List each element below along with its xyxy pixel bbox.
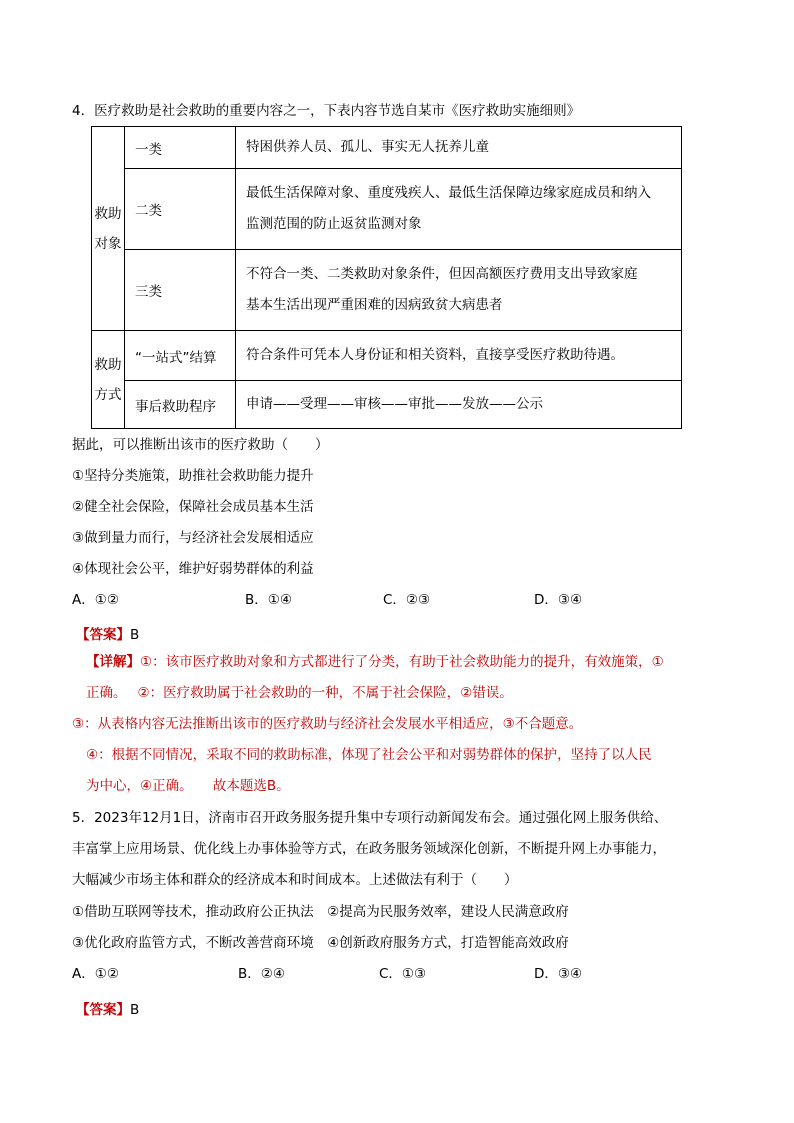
detail-line: 【详解】①：该市医疗救助对象和方式都进行了分类，有助于社会救助能力的提升，有效施策，① xyxy=(86,654,664,670)
option-row: ①借助互联网等技术，推动政府公正执法 ②提高为民服务效率，建设人民满意政府 xyxy=(72,904,569,920)
choice-d: D．③④ xyxy=(534,592,583,608)
choice-a: A．①② xyxy=(72,966,119,982)
desc-line: 最低生活保障对象、重度残疾人、最低生活保障边缘家庭成员和纳入 xyxy=(246,185,651,201)
q4-choices xyxy=(72,585,722,616)
detail-label: 【详解】 xyxy=(86,654,140,670)
table-group-aid-targets xyxy=(92,127,125,331)
table-cell-description: 符合条件可凭本人身份证和相关资料，直接享受医疗救助待遇。 xyxy=(236,331,682,381)
option-item: ①坚持分类施策，助推社会救助能力提升 xyxy=(72,468,314,484)
group-label-line2: 对象 xyxy=(94,235,122,252)
q4-stem: 4．医疗救助是社会救助的重要内容之一，下表内容节选自某市《医疗救助实施细则》 xyxy=(72,103,581,119)
q4-detail xyxy=(72,647,722,802)
stem-line: 丰富掌上应用场景、优化线上办事体验等方式，在政务服务领域深化创新，不断提升网上办事能力， xyxy=(72,841,666,857)
table-cell-category: 一类 xyxy=(125,127,236,169)
table-cell-description xyxy=(236,250,682,331)
choice-c: C．①③ xyxy=(379,966,427,982)
table-cell-category: “一站式”结算 xyxy=(125,331,236,381)
desc-line: 监测范围的防止返贫监测对象 xyxy=(246,216,422,232)
aid-table xyxy=(91,126,682,429)
answer-value: B xyxy=(130,627,140,643)
answer-label: 【答案】 xyxy=(76,1002,130,1018)
detail-line: 正确。 ②：医疗救助属于社会救助的一种，不属于社会保险，②错误。 xyxy=(86,685,513,701)
table-cell-description xyxy=(236,169,682,250)
group-label-line2: 方式 xyxy=(94,386,122,403)
choice-d: D．③④ xyxy=(534,966,583,982)
choice-b: B．②④ xyxy=(238,966,285,982)
table-group-aid-methods xyxy=(92,331,125,429)
q4-options xyxy=(72,461,314,585)
q4-answer xyxy=(76,623,139,643)
table-cell-description: 申请——受理——审核——审批——发放——公示 xyxy=(236,381,682,429)
option-item: ④体现社会公平，维护好弱势群体的利益 xyxy=(72,561,314,577)
q5-stem xyxy=(72,803,722,896)
q5-options xyxy=(72,897,569,959)
q5-choices xyxy=(72,959,722,990)
answer-label: 【答案】 xyxy=(76,627,130,643)
detail-line: ③：从表格内容无法推断出该市的医疗救助与经济社会发展水平相适应，③不合题意。 xyxy=(72,716,583,732)
desc-line: 基本生活出现严重困难的因病致贫大病患者 xyxy=(246,297,503,313)
table-cell-category: 三类 xyxy=(125,250,236,331)
choice-c: C．②③ xyxy=(383,592,431,608)
option-item: ②健全社会保险，保障社会成员基本生活 xyxy=(72,499,314,515)
q4-question: 据此，可以推断出该市的医疗救助（ ） xyxy=(72,437,329,453)
table-cell-category: 事后救助程序 xyxy=(125,381,236,429)
q5-answer xyxy=(76,998,139,1018)
group-label-line1: 救助 xyxy=(94,205,122,222)
table-cell-description: 特困供养人员、孤儿、事实无人抚养儿童 xyxy=(236,127,682,169)
answer-value: B xyxy=(130,1002,140,1018)
desc-line: 不符合一类、二类救助对象条件，但因高额医疗费用支出导致家庭 xyxy=(246,266,638,282)
stem-line: 大幅减少市场主体和群众的经济成本和时间成本。上述做法有利于（ ） xyxy=(72,872,518,888)
choice-a: A．①② xyxy=(72,592,119,608)
group-label-line1: 救助 xyxy=(94,356,122,373)
detail-line: ④：根据不同情况，采取不同的救助标准，体现了社会公平和对弱势群体的保护，坚持了以人民 xyxy=(86,747,652,763)
option-item: ③做到量力而行，与经济社会发展相适应 xyxy=(72,530,314,546)
detail-line: 为中心，④正确。 故本题选B。 xyxy=(86,778,290,794)
choice-b: B．①④ xyxy=(245,592,292,608)
stem-line: 5．2023年12月1日，济南市召开政务服务提升集中专项行动新闻发布会。通过强化网上服务供给、 xyxy=(72,810,668,826)
option-row: ③优化政府监管方式，不断改善营商环境 ④创新政府服务方式，打造智能高效政府 xyxy=(72,935,569,951)
table-cell-category: 二类 xyxy=(125,169,236,250)
